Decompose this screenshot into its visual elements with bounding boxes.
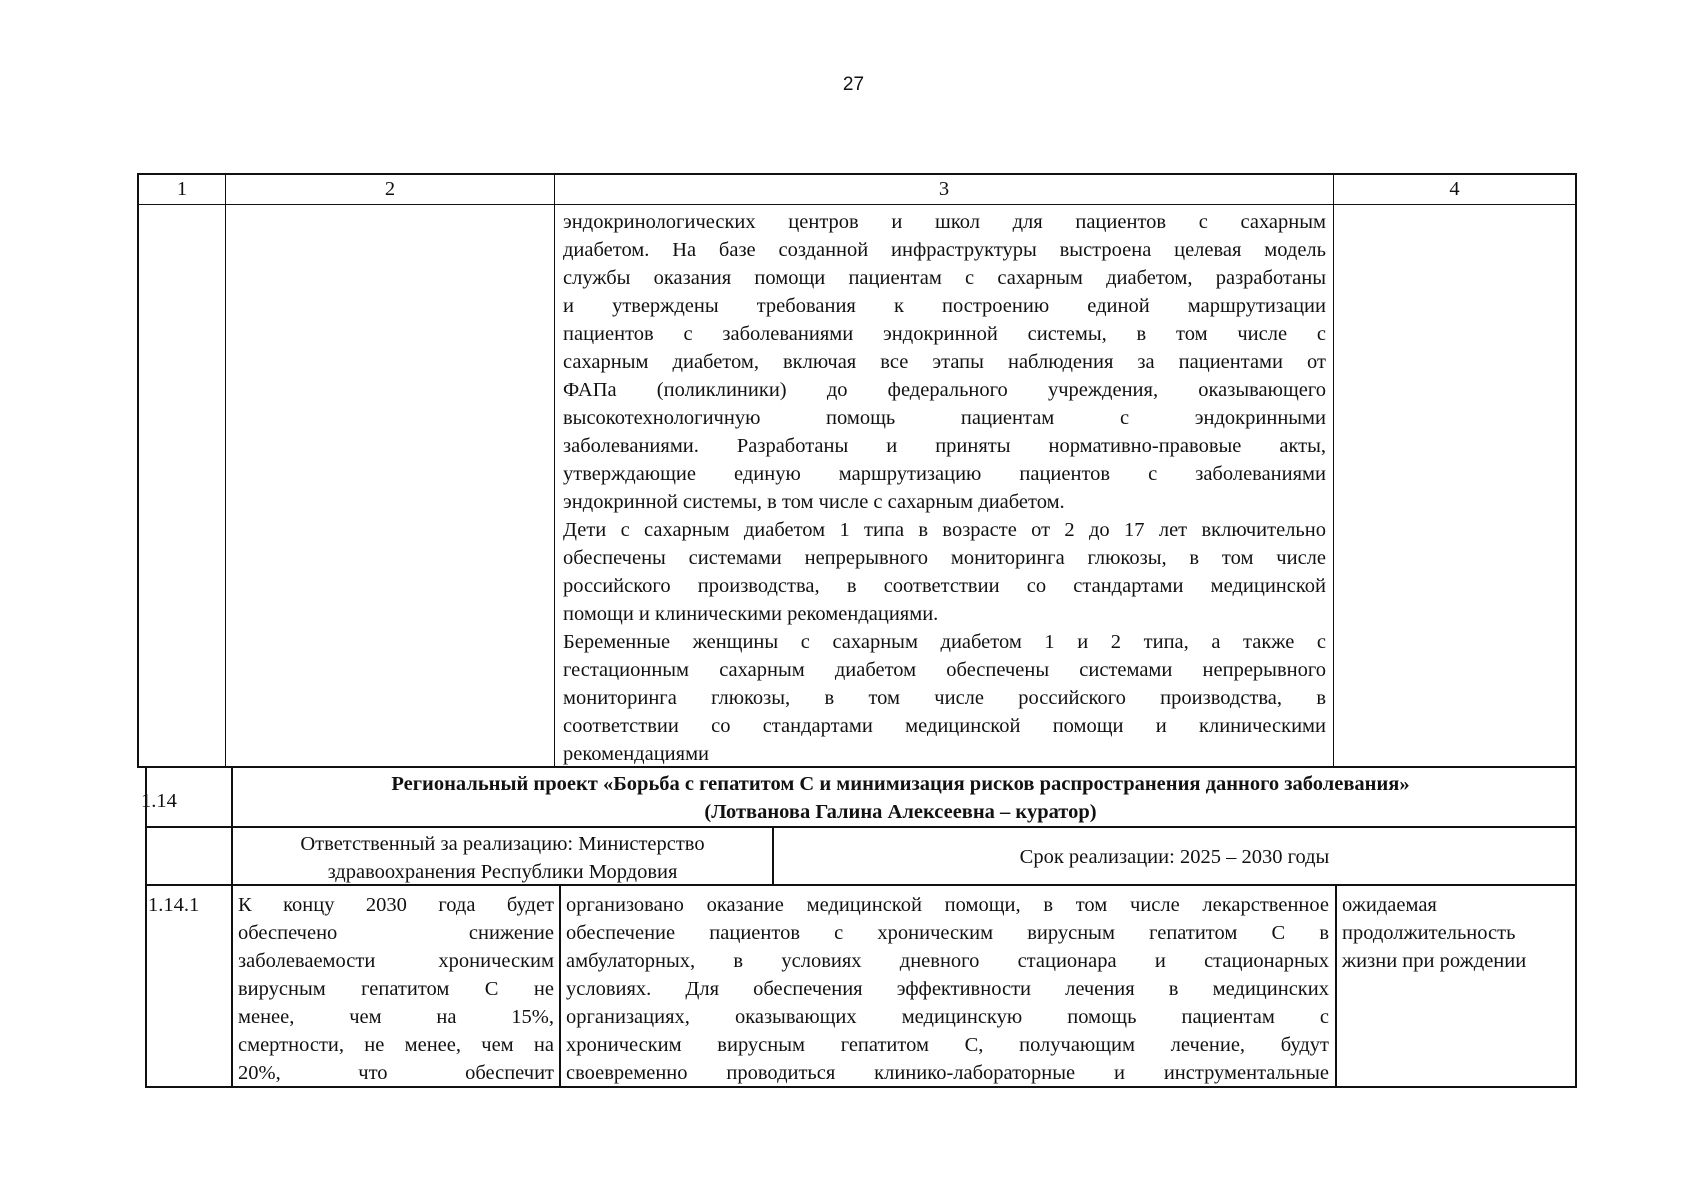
- paragraph-infrastructure: [563, 208, 1326, 516]
- responsible-line-1: Ответственный за реализацию: Министерство: [300, 833, 705, 855]
- text-line: менее, чем на 15%,: [238, 1006, 554, 1028]
- responsible-cell: [233, 830, 772, 886]
- text-line: жизни при рождении: [1342, 950, 1527, 972]
- text-line: обеспечение пациентов с хроническим вирусным гепатитом С в: [566, 922, 1329, 944]
- text-line: заболеваниями. Разработаны и приняты нормативно-правовые акты,: [563, 435, 1326, 457]
- text-line: своевременно проводиться клинико-лабораторные и инструментальные: [566, 1062, 1329, 1084]
- text-line: высокотехнологичную помощь пациентам с эндокринными: [563, 407, 1326, 429]
- text-line: смертности, не менее, чем на: [238, 1034, 554, 1056]
- header-col-3: 3: [938, 178, 950, 200]
- text-line: сахарным диабетом, включая все этапы наблюдения за пациентами от: [563, 351, 1326, 373]
- item-number: 1.14.1: [148, 894, 200, 916]
- text-line: обеспечено снижение: [238, 922, 554, 944]
- header-col-1: 1: [176, 178, 188, 200]
- text-line: пациентов с заболеваниями эндокринной системы, в том числе с: [563, 323, 1326, 345]
- text-line: диабетом. На базе созданной инфраструктуры выстроена целевая модель: [563, 239, 1326, 261]
- header-divider: [137, 204, 1577, 205]
- col1-divider: [225, 173, 226, 767]
- text-line: гестационным сахарным диабетом обеспечены системами непрерывного: [563, 659, 1326, 681]
- text-line: соответствии со стандартами медицинской помощи и клиническими: [563, 715, 1326, 737]
- col2-divider-lower: [559, 884, 561, 1088]
- continuation-text: [563, 208, 1326, 768]
- text-line: условиях. Для обеспечения эффективности лечения в медицинских: [566, 978, 1329, 1000]
- text-line: помощи и клиническими рекомендациями.: [563, 603, 939, 625]
- text-line: хроническим вирусным гепатитом С, получающим лечение, будут: [566, 1034, 1329, 1056]
- text-line: Беременные женщины с сахарным диабетом 1 и 2 типа, а также с: [563, 631, 1326, 653]
- text-line: российского производства, в соответствии со стандартами медицинской: [563, 575, 1326, 597]
- text-line: утверждающие единую маршрутизацию пациентов с заболеваниями: [563, 463, 1326, 485]
- col3-divider: [1333, 173, 1334, 767]
- text-line: эндокринологических центров и школ для пациентов с сахарным: [563, 211, 1326, 233]
- text-line: рекомендациями: [563, 743, 710, 765]
- paragraph-pregnant: [563, 628, 1326, 768]
- text-line: обеспечены системами непрерывного мониторинга глюкозы, в том числе: [563, 547, 1326, 569]
- project-title-line-2: (Лотванова Галина Алексеевна – куратор): [704, 801, 1097, 823]
- project-title-line-1: Региональный проект «Борьба с гепатитом С и минимизация рисков распространения данного заболевания»: [391, 773, 1410, 795]
- text-line: ожидаемая: [1342, 894, 1437, 916]
- text-line: ФАПа (поликлиники) до федерального учреждения, оказывающего: [563, 379, 1326, 401]
- text-line: организациях, оказывающих медицинскую помощь пациентам с: [566, 1006, 1329, 1028]
- responsible-row-top: [145, 826, 1577, 828]
- text-line: организовано оказание медицинской помощи, в том числе лекарственное: [566, 894, 1329, 916]
- col3-divider-lower: [1335, 884, 1337, 1088]
- item-indicator-text: [1342, 891, 1572, 975]
- implementation-period: Срок реализации: 2025 – 2030 годы: [1019, 846, 1330, 868]
- col2-divider: [554, 173, 555, 767]
- text-line: и утверждены требования к построению единой маршрутизации: [563, 295, 1326, 317]
- text-line: продолжительность: [1342, 922, 1516, 944]
- text-line: мониторинга глюкозы, в том числе российского производства, в: [563, 687, 1326, 709]
- header-col-2: 2: [384, 178, 396, 200]
- text-line: вирусным гепатитом С не: [238, 978, 554, 1000]
- project-title: [226, 770, 1575, 826]
- table-border-right: [1575, 173, 1577, 1088]
- page-number: 27: [842, 74, 865, 95]
- text-line: заболеваемости хроническим: [238, 950, 554, 972]
- responsible-line-2: здравоохранения Республики Мордовия: [327, 861, 678, 883]
- project-number: 1.14: [141, 790, 177, 812]
- item-description-text: [566, 891, 1329, 1087]
- text-line: Дети с сахарным диабетом 1 типа в возрасте от 2 до 17 лет включительно: [563, 519, 1326, 541]
- text-line: эндокринной системы, в том числе с сахарным диабетом.: [563, 491, 1065, 513]
- text-line: службы оказания помощи пациентам с сахарным диабетом, разработаны: [563, 267, 1326, 289]
- header-col-4: 4: [1449, 178, 1460, 200]
- text-line: К концу 2030 года будет: [238, 894, 554, 916]
- text-line: 20%, что обеспечит: [238, 1062, 554, 1084]
- item-goal-text: [238, 891, 554, 1087]
- paragraph-children: [563, 516, 1326, 628]
- text-line: амбулаторных, в условиях дневного стационара и стационарных: [566, 950, 1329, 972]
- table-border-left: [137, 173, 139, 767]
